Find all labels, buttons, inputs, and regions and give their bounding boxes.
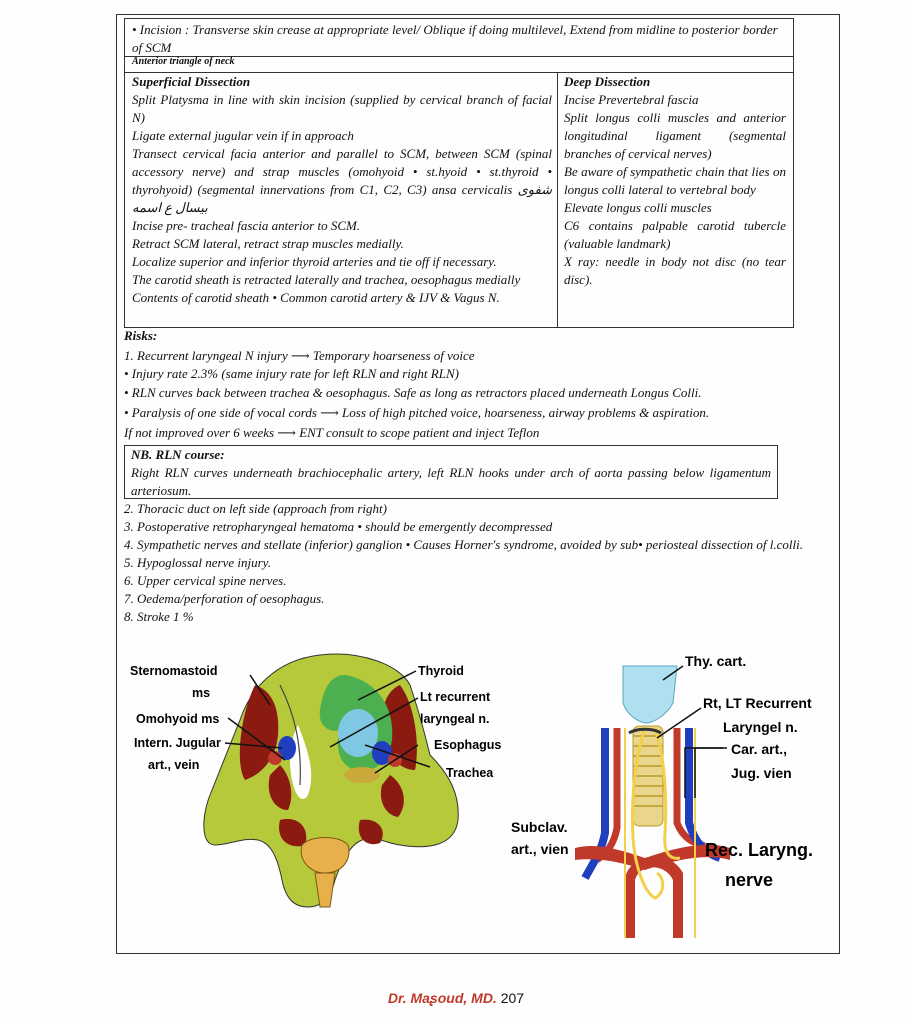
author-name: Dr. Maʂoud, MD. bbox=[387, 990, 497, 1006]
risk-line: 2. Thoracic duct on left side (approach from right) bbox=[124, 501, 387, 516]
laryngel-label: Laryngel n. bbox=[723, 719, 798, 735]
superficial-line: Localize superior and inferior thyroid arteries and tie off if necessary. bbox=[132, 254, 497, 269]
pointer-line bbox=[695, 748, 727, 798]
incision-text: • Incision : Transverse skin crease at appropriate level/ Oblique if doing multilevel, Extend from midline to posterior border of SCM bbox=[132, 22, 778, 55]
risk-line: 1. Recurrent laryngeal N injury ⟶ Temporary hoarseness of voice bbox=[124, 348, 475, 363]
risk-line: 7. Oedema/perforation of oesophagus. bbox=[124, 591, 325, 606]
jugular-sub-label: art., vein bbox=[148, 758, 200, 772]
superficial-line: Retract SCM lateral, retract strap muscles medially. bbox=[132, 236, 404, 251]
jugular-label: Intern. Jugular bbox=[134, 736, 221, 750]
page-number: 207 bbox=[500, 990, 525, 1006]
risk-line: 4. Sympathetic nerves and stellate (inferior) ganglion • Causes Horner's syndrome, avoided by sub• periosteal dissection of l.colli. bbox=[124, 537, 804, 552]
thyroid-label: Thyroid bbox=[418, 664, 464, 678]
omohyoid-label: Omohyoid ms bbox=[136, 712, 220, 726]
laryngeal-label: laryngeal n. bbox=[420, 712, 490, 726]
superficial-line: Split Platysma in line with skin incision (supplied by cervical branch of facial N) bbox=[132, 92, 552, 125]
superficial-dissection bbox=[132, 73, 552, 307]
recurrent-label: Rt, LT Recurrent bbox=[703, 695, 812, 711]
risk-line: If not improved over 6 weeks ⟶ ENT consult to scope patient and inject Teflon bbox=[124, 425, 540, 440]
thyroid-cartilage bbox=[623, 666, 677, 723]
trachea-shape bbox=[338, 709, 378, 757]
risk-line: 8. Stroke 1 % bbox=[124, 609, 194, 624]
page-footer bbox=[0, 990, 912, 1006]
esophagus-label: Esophagus bbox=[434, 738, 502, 752]
risk-line: • Paralysis of one side of vocal cords ⟶ Loss of high pitched voice, hoarseness, airway problems & aspiration. bbox=[124, 405, 710, 420]
thy-cart-label: Thy. cart. bbox=[685, 653, 747, 669]
superficial-line: Contents of carotid sheath • Common carotid artery & IJV & Vagus N. bbox=[132, 290, 500, 305]
risk-line: 6. Upper cervical spine nerves. bbox=[124, 573, 287, 588]
deep-line: Split longus colli muscles and anterior longitudinal ligament (segmental branches of cervical nerves) bbox=[564, 110, 786, 161]
nb-heading: NB. RLN course: bbox=[131, 447, 225, 462]
risk-line: 5. Hypoglossal nerve injury. bbox=[124, 555, 271, 570]
deep-line: X ray: needle in body not disc (no tear disc). bbox=[564, 254, 786, 287]
rec-laryng-label: Rec. Laryng. bbox=[705, 840, 814, 860]
nerve-label: nerve bbox=[725, 870, 774, 890]
subclav-sub-label: art., vien bbox=[511, 841, 569, 857]
deep-heading: Deep Dissection bbox=[564, 74, 651, 89]
superficial-line: The carotid sheath is retracted laterally and trachea, oesophagus medially bbox=[132, 272, 521, 287]
dissection-table bbox=[124, 18, 794, 328]
nb-text: Right RLN curves underneath brachiocephalic artery, left RLN hooks under arch of aorta passing below ligamentum arteriosum. bbox=[131, 465, 771, 498]
deep-line: C6 contains palpable carotid tubercle (valuable landmark) bbox=[564, 218, 786, 251]
superficial-line: Incise pre- tracheal fascia anterior to SCM. bbox=[132, 218, 361, 233]
subclav-label: Subclav. bbox=[511, 819, 568, 835]
risks-heading: Risks: bbox=[124, 328, 158, 343]
ms-label: ms bbox=[192, 686, 211, 700]
recurrent-laryngeal-figure bbox=[505, 648, 840, 938]
superficial-line: Transect cervical facia anterior and parallel to SCM, between SCM (spinal accessory nerve) and strap muscles (omohyoid • st.hyoid • st.thyroid • thyrohyoid) (segmental innervations from C1, C2, C3) ansa cervicalis شفوى بيسال ع اسمه bbox=[132, 146, 552, 215]
jug-vien-label: Jug. vien bbox=[731, 765, 792, 781]
deep-dissection bbox=[564, 73, 786, 289]
more-risks bbox=[124, 500, 836, 626]
anterior-triangle-label: Anterior triangle of neck bbox=[132, 56, 235, 67]
superficial-heading: Superficial Dissection bbox=[132, 74, 251, 89]
deep-line: Elevate longus colli muscles bbox=[564, 200, 712, 215]
car-art-label: Car. art., bbox=[731, 741, 788, 757]
risk-line: • RLN curves back between trachea & oesophagus. Safe as long as retractors placed underneath Longus Colli. bbox=[124, 385, 702, 400]
deep-line: Be aware of sympathetic chain that lies on longus colli lateral to vertebral body bbox=[564, 164, 786, 197]
deep-line: Incise Prevertebral fascia bbox=[564, 92, 699, 107]
column-divider bbox=[557, 73, 558, 327]
trachea-label: Trachea bbox=[446, 766, 494, 780]
recurrent-label: Lt recurrent bbox=[420, 690, 491, 704]
sternomastoid-label: Sternomastoid bbox=[130, 664, 218, 678]
esophagus-shape bbox=[344, 767, 380, 783]
risk-line: 3. Postoperative retropharyngeal hematoma • should be emergently decompressed bbox=[124, 519, 553, 534]
superficial-line: Ligate external jugular vein if in approach bbox=[132, 128, 354, 143]
risks-section bbox=[124, 327, 804, 442]
nb-box bbox=[124, 445, 778, 499]
neck-cross-section-figure bbox=[130, 645, 510, 935]
risk-line: • Injury rate 2.3% (same injury rate for left RLN and right RLN) bbox=[124, 366, 459, 381]
